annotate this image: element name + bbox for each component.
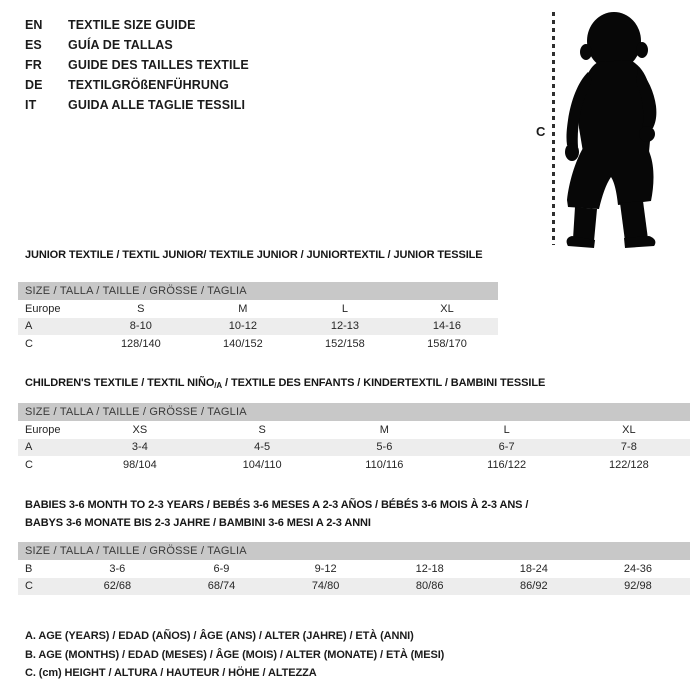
language-code: ES	[25, 38, 42, 52]
note-age-years: A. AGE (YEARS) / EDAD (AÑOS) / ÂGE (ANS) / ALTER (JAHRE) / ETÀ (ANNI)	[25, 630, 414, 643]
table-row	[18, 439, 690, 457]
language-row	[25, 75, 249, 95]
language-code: DE	[25, 78, 43, 92]
section-title-line2: BABYS 3-6 MONATE BIS 2-3 JAHRE / BAMBINI 3-6 MESI A 2-3 ANNI	[25, 517, 371, 529]
size-table	[18, 421, 690, 474]
row-label-cell: C	[18, 578, 65, 596]
value-cell: 158/170	[427, 337, 467, 350]
row-label-cell: C	[25, 337, 33, 350]
row-label-cell: B	[25, 562, 33, 575]
table-row	[18, 335, 498, 353]
value-cell: 24-36	[623, 562, 652, 575]
value-cell: 86/92	[482, 578, 586, 596]
language-row	[25, 15, 249, 35]
section-title: JUNIOR TEXTILE / TEXTIL JUNIOR/ TEXTILE JUNIOR / JUNIORTEXTIL / JUNIOR TESSILE	[25, 249, 483, 261]
size-header-bar: SIZE / TALLA / TAILLE / GRÖSSE / TAGLIA	[18, 282, 498, 300]
size-header-bar: SIZE / TALLA / TAILLE / GRÖSSE / TAGLIA	[18, 542, 690, 560]
toddler-silhouette-icon	[558, 10, 670, 250]
language-code: IT	[25, 98, 37, 112]
value-cell: 3-6	[109, 562, 126, 575]
value-cell: 12-18	[415, 562, 444, 575]
value-cell: 140/152	[222, 337, 263, 350]
note-age-months: B. AGE (MONTHS) / EDAD (MESES) / ÂGE (MOIS) / ALTER (MONATE) / ETÀ (MESI)	[25, 648, 445, 661]
size-table	[18, 300, 498, 353]
value-cell: 6-9	[213, 562, 230, 575]
row-label-cell: A	[18, 318, 90, 336]
row-label-cell: A	[18, 439, 79, 457]
value-cell: 116/122	[487, 458, 527, 471]
value-cell: XL	[440, 302, 454, 315]
value-cell: 152/158	[325, 337, 365, 350]
value-cell: 5-6	[323, 439, 445, 457]
value-cell: S	[137, 302, 145, 315]
value-cell: 14-16	[396, 318, 498, 336]
section-title-subscript: /A	[214, 381, 223, 390]
value-cell: 62/68	[65, 578, 169, 596]
row-label-cell: C	[25, 458, 33, 471]
value-cell: 68/74	[169, 578, 273, 596]
value-cell: 104/110	[242, 458, 282, 471]
legend-notes	[25, 627, 444, 683]
value-cell: 128/140	[120, 337, 161, 350]
value-cell: 80/86	[378, 578, 482, 596]
value-cell: 12-13	[294, 318, 396, 336]
value-cell: 18-24	[519, 562, 548, 575]
value-cell: 7-8	[568, 439, 690, 457]
row-label-cell: Europe	[25, 302, 61, 315]
section-title-text: CHILDREN'S TEXTILE / TEXTIL NIÑO	[25, 377, 215, 389]
row-label-cell: Europe	[25, 423, 61, 436]
table-row	[18, 300, 498, 318]
language-label: GUIDA ALLE TAGLIE TESSILI	[68, 98, 246, 112]
value-cell: L	[503, 423, 510, 436]
value-cell: 110/116	[365, 458, 404, 471]
language-label: TEXTILE SIZE GUIDE	[68, 18, 196, 32]
language-list	[25, 15, 249, 115]
language-code: FR	[25, 58, 42, 72]
value-cell: 122/128	[608, 458, 649, 471]
value-cell: 8-10	[90, 318, 192, 336]
height-measure-label: C	[536, 124, 546, 139]
value-cell: XS	[132, 423, 148, 436]
value-cell: 6-7	[446, 439, 568, 457]
size-header-bar: SIZE / TALLA / TAILLE / GRÖSSE / TAGLIA	[18, 403, 690, 421]
size-table	[18, 560, 690, 595]
language-row	[25, 95, 249, 115]
table-row	[18, 560, 690, 578]
section-title-text: / TEXTILE DES ENFANTS / KINDERTEXTIL / BAMBINI TESSILE	[222, 377, 546, 389]
section-title	[25, 377, 545, 390]
language-label: GUÍA DE TALLAS	[68, 38, 173, 52]
value-cell: XL	[622, 423, 636, 436]
height-dashed-line	[552, 12, 555, 245]
language-label: GUIDE DES TAILLES TEXTILE	[68, 58, 249, 72]
value-cell: 3-4	[79, 439, 201, 457]
language-row	[25, 55, 249, 75]
table-row	[18, 421, 690, 439]
value-cell: 4-5	[201, 439, 323, 457]
value-cell: 10-12	[192, 318, 294, 336]
value-cell: M	[379, 423, 389, 436]
value-cell: 74/80	[274, 578, 378, 596]
note-height-cm: C. (cm) HEIGHT / ALTURA / HAUTEUR / HÖHE / ALTEZZA	[25, 667, 317, 680]
section-title-line1: BABIES 3-6 MONTH TO 2-3 YEARS / BEBÉS 3-6 MESES A 2-3 AÑOS / BÉBÉS 3-6 MOIS À 2-3 ANS /	[25, 499, 529, 511]
value-cell: 98/104	[123, 458, 157, 471]
value-cell: L	[341, 302, 348, 315]
language-label: TEXTILGRÖßENFÜHRUNG	[68, 78, 229, 92]
language-code: EN	[25, 18, 43, 32]
value-cell: S	[258, 423, 266, 436]
value-cell: M	[238, 302, 248, 315]
table-row	[18, 578, 690, 596]
table-row	[18, 456, 690, 474]
table-row	[18, 318, 498, 336]
value-cell: 9-12	[314, 562, 337, 575]
value-cell: 92/98	[586, 578, 690, 596]
language-row	[25, 35, 249, 55]
